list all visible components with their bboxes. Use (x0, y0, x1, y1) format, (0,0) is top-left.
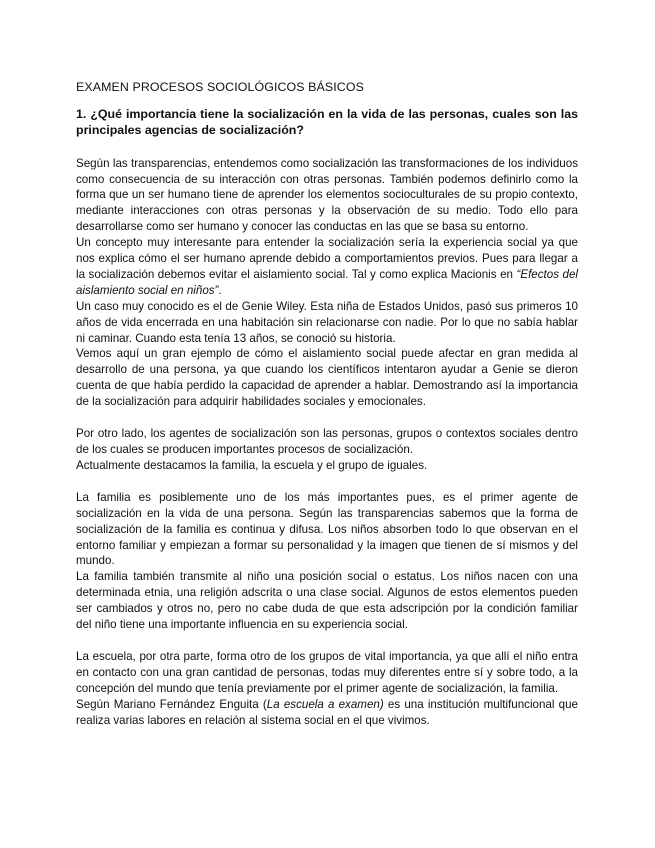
citation-title: “Efectos del aislamiento social en niños” (76, 267, 578, 297)
paragraph-agents-list: Actualmente destacamos la familia, la escuela y el grupo de iguales. (76, 458, 428, 472)
paragraph-text: Un concepto muy interesante para entender la socialización sería la experiencia social ya que nos explica cómo el ser humano aprende debido a comportamientos previos. Pues para llegar a la socialización debemos evitar el aislamiento social. Tal y como explica Macionis en (76, 236, 578, 281)
paragraph-isolation-effects: Vemos aquí un gran ejemplo de cómo el aislamiento social puede afectar en gran medida al desarrollo de una persona, ya que cuando los científicos intentaron ayudar a Genie se dieron cuenta de que había perdido la capacidad de aprender a hablar. Demostrando así la importancia de la socialización para adquirir habilidades sociales y emocionales. (76, 347, 578, 409)
question-heading: 1. ¿Qué importancia tiene la socialización en la vida de las personas, cuales son las principales agencias de socialización? (76, 107, 578, 137)
paragraph-genie-wiley: Un caso muy conocido es el de Genie Wiley. Esta niña de Estados Unidos, pasó sus primeros 10 años de vida encerrada en una habitación sin relacionarse con nadie. Por lo que no sabía hablar ni caminar. Cuando esta tenía 13 años, se conoció su historia. (76, 299, 578, 345)
paragraph-agents-definition: Por otro lado, los agentes de socialización son las personas, grupos o contextos sociales dentro de los cuales se producen importantes procesos de socialización. (76, 427, 578, 456)
paragraph-school: La escuela, por otra parte, forma otro de los grupos de vital importancia, ya que allí el niño entra en contacto con una gran cantidad de personas, todas muy diferentes entre sí y sobre todo, a la concepción del mundo que tenía previamente por el primer agente de socialización, la familia. (76, 649, 578, 695)
paragraph-spacer (76, 410, 578, 426)
paragraph-socialization-definition: Según las transparencias, entendemos como socialización las transformaciones de los individuos como consecuencia de su interacción con otras personas. También podemos definirlo como la forma que un ser humano tiene de aprender los elementos socioculturales de su propio contexto, mediante interacciones con otras personas y la observación de su medio. Todo ello para desarrollarse como ser humano y conocer las conductas en las que se basa su entorno. (76, 156, 578, 234)
paragraph-text-end: . (218, 283, 222, 297)
paragraph-text: Según Mariano Fernández Enguita ( (76, 697, 267, 711)
paragraph-enguita (76, 697, 578, 729)
paragraph-text-end: es una institución multifuncional que realiza varias labores en relación al sistema social en el que vivimos. (76, 697, 579, 727)
paragraph-family-status: La familia también transmite al niño una posición social o estatus. Los niños nacen con una determinada etnia, una religión adscrita o una clase social. Algunos de estos elementos pueden ser cambiados y otros no, pero no cabe duda de que esta adscripción por la condición familiar del niño tiene una importante influencia en su experiencia social. (76, 570, 578, 632)
paragraph-spacer (76, 474, 578, 490)
paragraph-spacer (76, 633, 578, 649)
paragraph-social-experience (76, 235, 578, 299)
citation-title: La escuela a examen) (266, 697, 384, 711)
document-title: EXAMEN PROCESOS SOCIOLÓGICOS BÁSICOS (76, 80, 364, 94)
paragraph-family: La familia es posiblemente uno de los más importantes pues, es el primer agente de socialización en la vida de una persona. Según las transparencias sabemos que la forma de socialización de la familia es continua y difusa. Los niños absorben todo lo que observan en el entorno familiar y empiezan a formar su personalidad y la imagen que tienen de sí mismos y del mundo. (76, 490, 578, 568)
document-page (76, 79, 578, 729)
